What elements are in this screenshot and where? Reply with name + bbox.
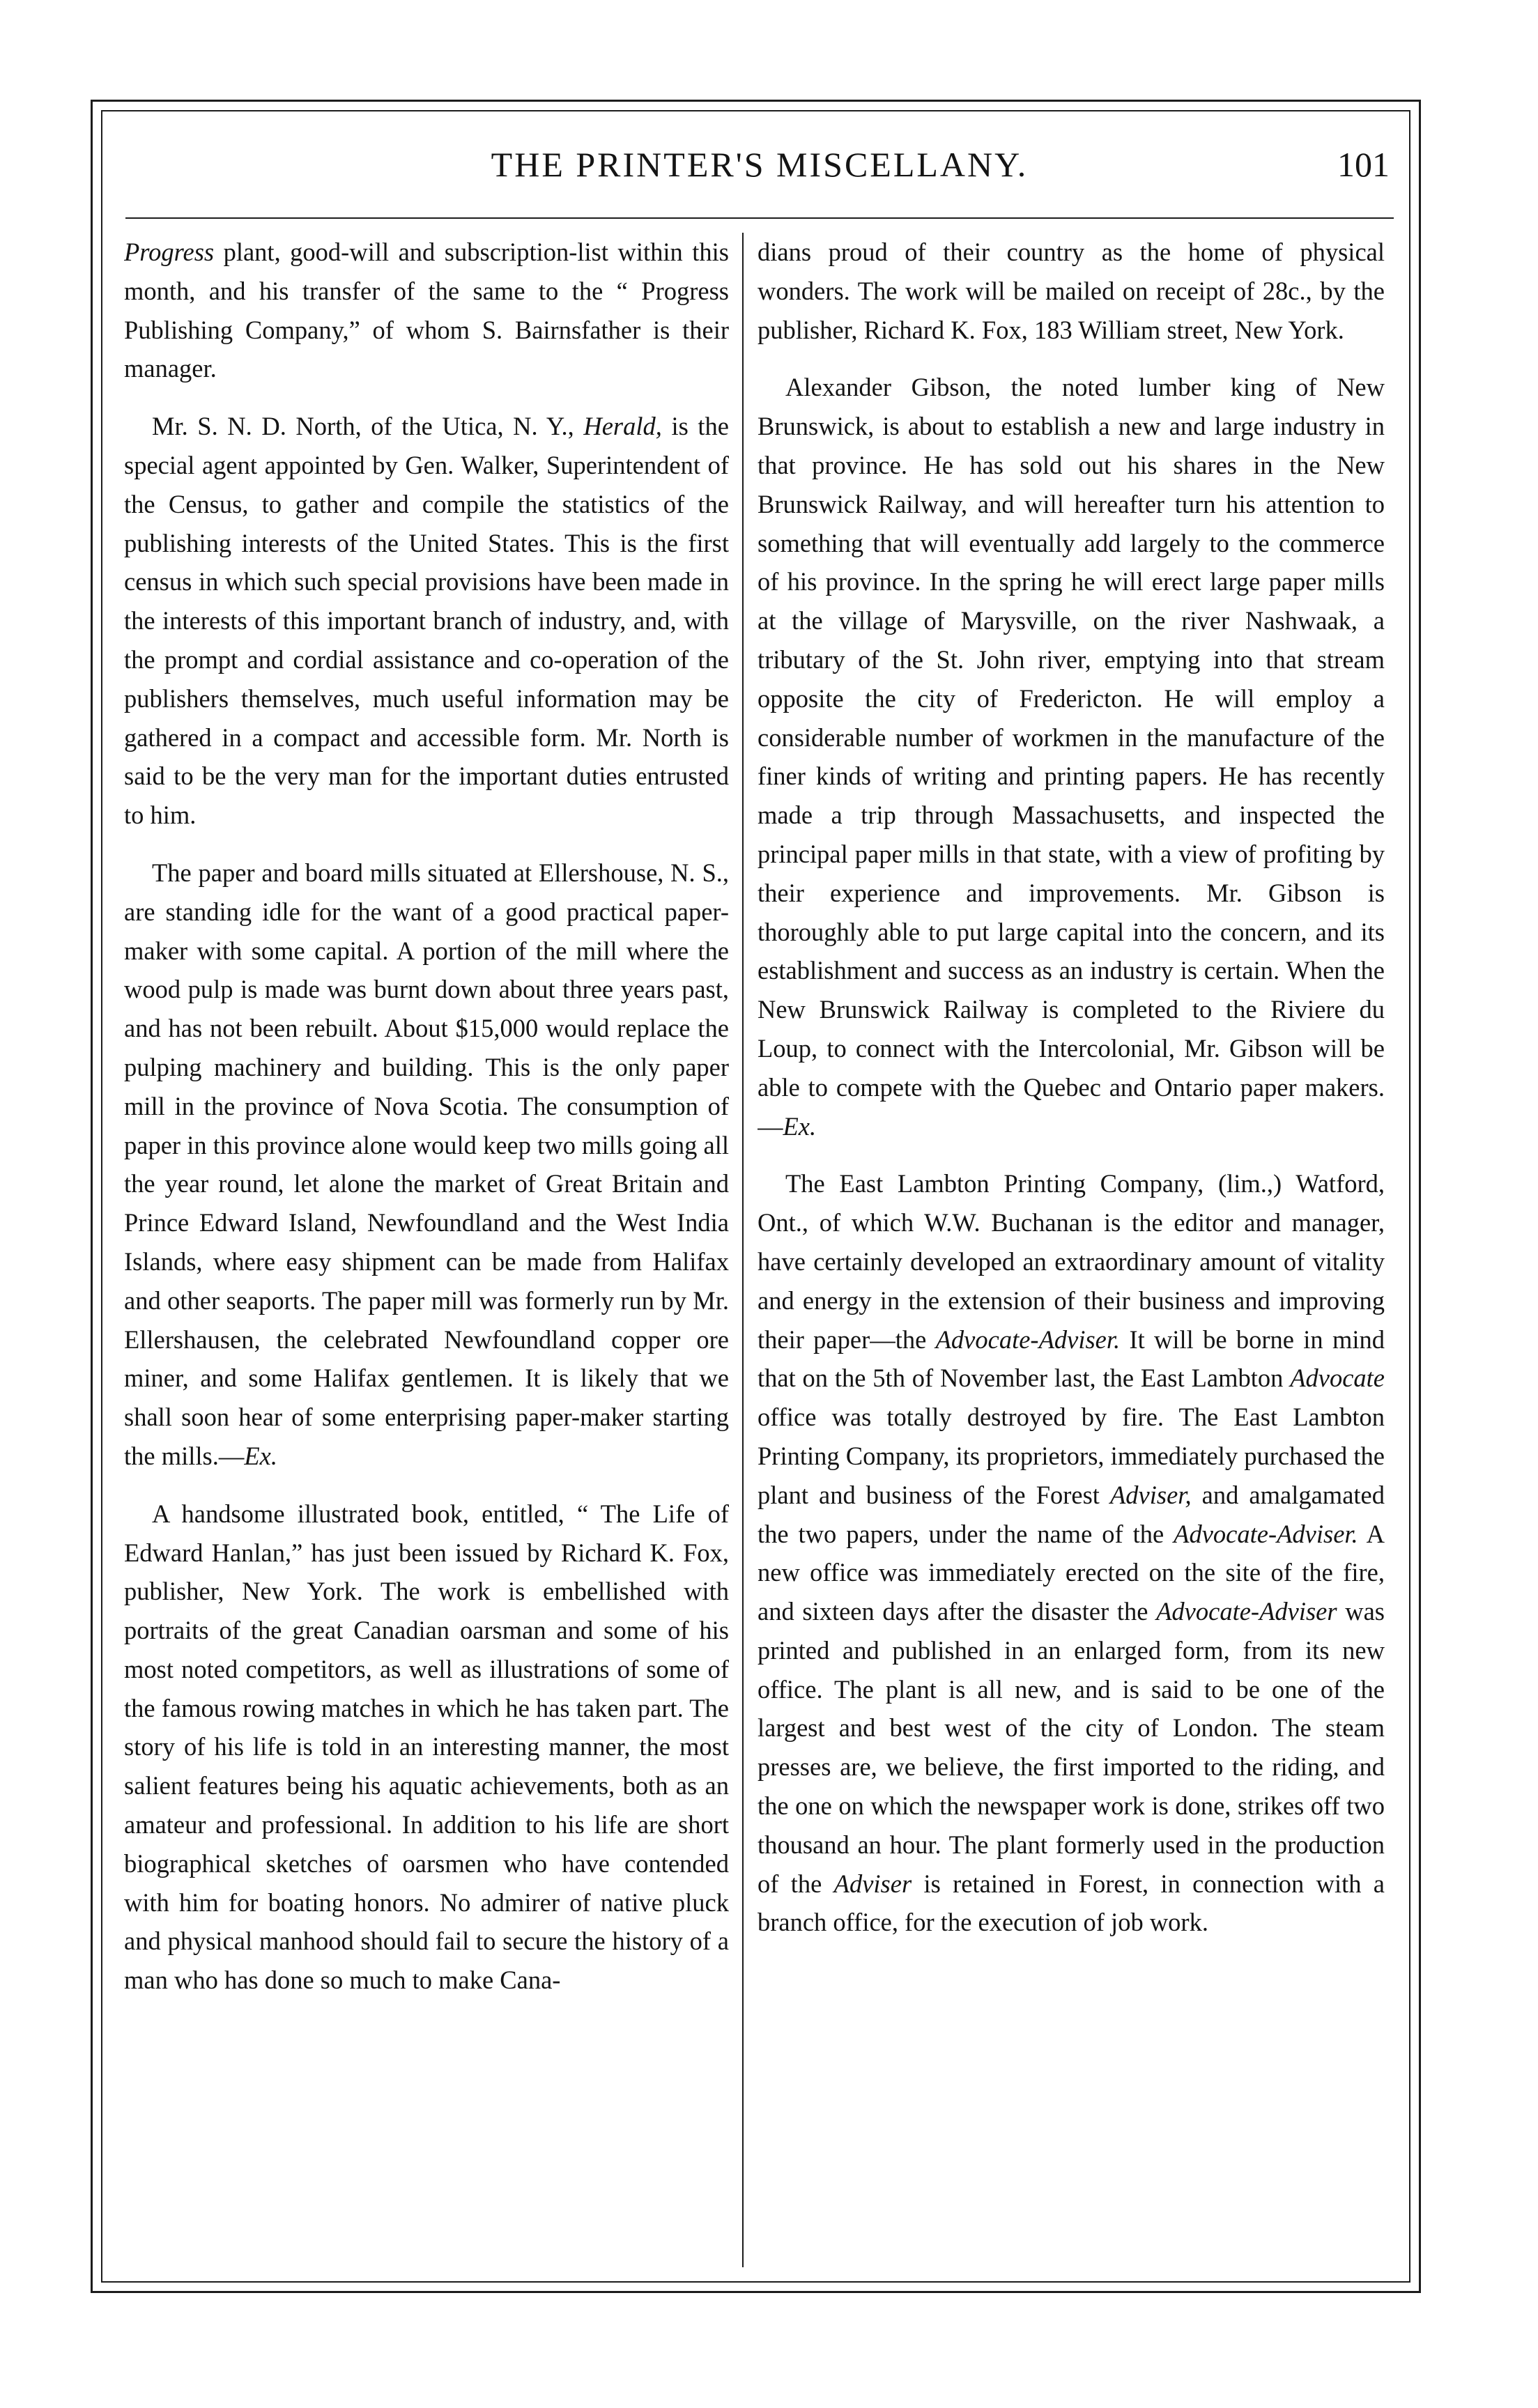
paragraph-census-agent	[124, 407, 729, 835]
paragraph-text: It will be borne in mind that on the 5th of November last, the East Lambton	[758, 1325, 1385, 1393]
left-column	[124, 233, 729, 2253]
paragraph-hanlan-book	[124, 1495, 729, 2000]
paragraph-text: The paper and board mills situated at Ellershouse, N. S., are standing idle for the want of a good practical paper-maker with some capital. A portion of the mill where the wood pulp is made was burnt down about three years past, and has not been rebuilt. About $15,000 would replace the pulping machinery and building. This is the only paper mill in the province of Nova Scotia. The consumption of paper in this province alone would keep two mills going all the year round, let alone the market of Great Britain and Prince Edward Island, Newfoundland and the West India Islands, where easy shipment can be made from Halifax and other seaports. The paper mill was formerly run by Mr. Ellershausen, the celebrated Newfoundland copper ore miner, and some Halifax gentlemen. It is likely that we shall soon hear of some enterprising paper-maker starting the mills.—	[124, 858, 729, 1470]
italic-text: Ex.	[244, 1441, 277, 1470]
paragraph-ellershouse-mills	[124, 854, 729, 1476]
paragraph-text: A new office was immediately erected on the site of the fire, and sixteen days after the disaster the	[758, 1519, 1385, 1626]
paragraph-text: The East Lambton Printing Company, (lim.,) Watford, Ont., of which W.W. Buchanan is the editor and manager, have certainly developed an extraordinary amount of vitality and energy in the extension of their business and improving their paper—the	[758, 1169, 1385, 1354]
italic-text: Advocate-Adviser	[1156, 1597, 1337, 1626]
paragraph-east-lambton	[758, 1164, 1385, 1942]
paragraph-text: and amalgamated the two papers, under the name of the	[758, 1480, 1385, 1548]
paragraph-gibson-paper-mills	[758, 368, 1385, 1145]
italic-text: Advocate	[1290, 1364, 1385, 1393]
italic-text: Ex.	[783, 1111, 817, 1141]
column-rule	[742, 233, 744, 2267]
paragraph-text: plant, good-will and subscription-list within this month, and his transfer of the same to the “ Progress Publishing Company,” of whom S. Bairnsfather is their manager.	[124, 238, 729, 383]
paragraph-text: was printed and published in an enlarged form, from its new office. The plant is all new, and is said to be one of the largest and best west of the city of London. The steam presses are, we believe, the first imported to the riding, and the one on which the newspaper work is done, strikes off two thousand an hour. The plant formerly used in the production of the	[758, 1597, 1385, 1898]
running-header	[125, 139, 1394, 190]
italic-text: Advocate-Adviser.	[935, 1325, 1121, 1354]
italic-text: Advocate-Adviser.	[1174, 1519, 1358, 1548]
paragraph-hanlan-book-continued	[758, 233, 1385, 349]
italic-text: Adviser	[833, 1869, 912, 1898]
paragraph-text: dians proud of their country as the home of physical wonders. The work will be mailed on receipt of 28c., by the publisher, Richard K. Fox, 183 William street, New York.	[758, 238, 1385, 344]
header-rule	[125, 217, 1394, 219]
paragraph-text: is retained in Forest, in connection with a branch office, for the execution of job work.	[758, 1869, 1385, 1937]
right-column	[758, 233, 1385, 2253]
italic-text: Progress	[124, 238, 215, 266]
paragraph-text: Alexander Gibson, the noted lumber king of New Brunswick, is about to establish a new and large industry in that province. He has sold out his shares in the New Brunswick Railway, and will hereafter turn his attention to something that will eventually add largely to the commerce of his province. In the spring he will erect large paper mills at the village of Marysville, on the river Nashwaak, a tributary of the St. John river, emptying into that stream opposite the city of Fredericton. He will employ a considerable number of workmen in the manufacture of the finer kinds of writing and printing papers. He has recently made a trip through Massachusetts, and inspected the principal paper mills in that state, with a view of profiting by their experience and improvements. Mr. Gibson is thoroughly able to put large capital into the concern, and its establishment and success as an industry is certain. When the New Brunswick Railway is completed to the Riviere du Loup, to connect with the Intercolonial, Mr. Gibson will be able to compete with the Quebec and Ontario paper makers.—	[758, 373, 1385, 1141]
page-title: THE PRINTER'S MISCELLANY.	[491, 145, 1029, 184]
page-number: 101	[1337, 145, 1390, 184]
italic-text: Adviser,	[1110, 1480, 1192, 1509]
paragraph-text: office was totally destroyed by fire. The East Lambton Printing Company, its proprietors, immediately purchased the plant and business of the Forest	[758, 1403, 1385, 1509]
italic-text: Herald,	[583, 412, 662, 441]
paragraph-text: Mr. S. N. D. North, of the Utica, N. Y.,	[152, 412, 584, 441]
paragraph-progress-plant	[124, 233, 729, 388]
paragraph-text: is the special agent appointed by Gen. Walker, Superintendent of the Census, to gather and compile the statistics of the publishing interests of the United States. This is the first census in which such special provisions have been made in the interests of this important branch of industry, and, with the prompt and cordial assistance and co-operation of the publishers themselves, much useful information may be gathered in a compact and accessible form. Mr. North is said to be the very man for the important duties entrusted to him.	[124, 412, 729, 830]
paragraph-text: A handsome illustrated book, entitled, “ The Life of Edward Hanlan,” has just been issued by Richard K. Fox, publisher, New York. The work is embellished with portraits of the great Canadian oarsman and some of his most noted competitors, as well as illustrations of some of the famous rowing matches in which he has taken part. The story of his life is told in an interesting manner, the most salient features being his aquatic achievements, both as an amateur and professional. In addition to his life are short biographical sketches of oarsmen who have contended with him for boating honors. No admirer of native pluck and physical manhood should fail to secure the history of a man who has done so much to make Cana-	[124, 1499, 729, 1995]
